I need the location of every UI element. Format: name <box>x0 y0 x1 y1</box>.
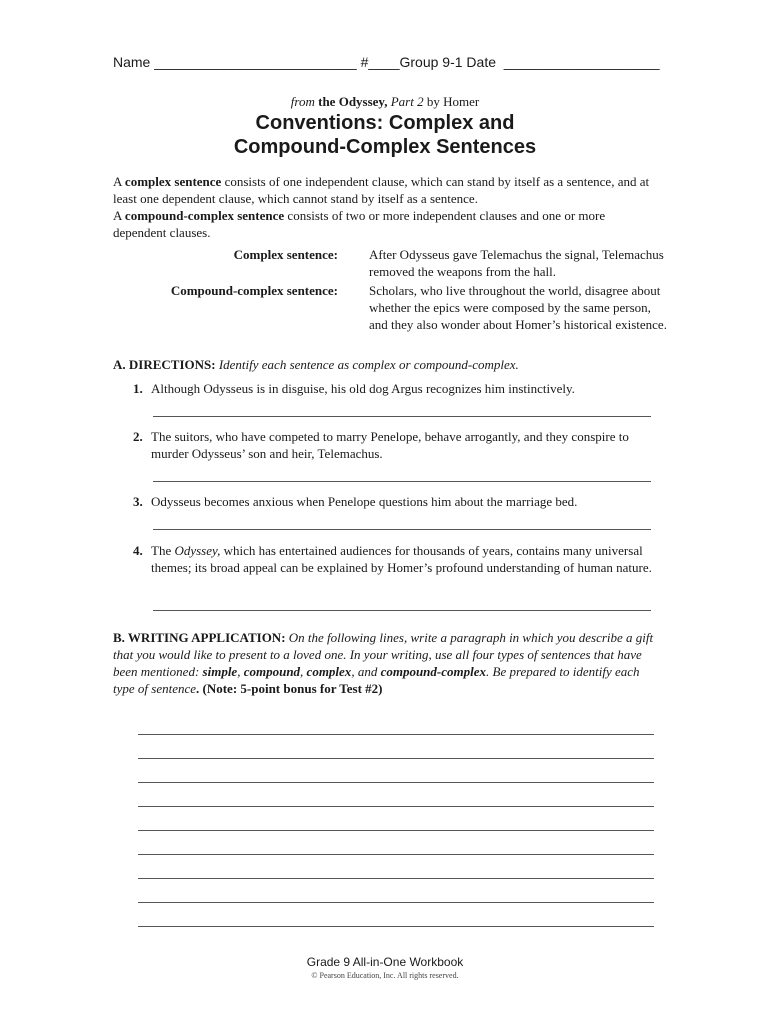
question-text-part: which has entertained audiences for thousands of years, contains many universal themes; its broad appeal can be explained by Homer’s profound understanding of human nature. <box>151 543 652 575</box>
footer-copyright: © Pearson Education, Inc. All rights reserved. <box>311 971 459 980</box>
section-a-directions <box>113 356 658 373</box>
subtitle-from: from <box>290 94 315 109</box>
compound-complex-definition-text: consists of two or more independent clauses and one or more dependent clauses. <box>113 208 606 240</box>
section-b-closing: . Be prepared to identify each type of sentence <box>113 664 640 696</box>
question-number: 1. <box>133 381 143 396</box>
section-b-instruction: On the following lines, write a paragraph in which you describe a gift that you would like to present to a loved one. In your writing, use all four types of sentences that have been mentioned: <box>113 630 654 679</box>
definition-prefix: A <box>113 174 125 189</box>
section-b-label: B. WRITING APPLICATION: <box>113 630 286 645</box>
question-number: 4. <box>133 543 143 558</box>
writing-line-7[interactable] <box>138 878 654 879</box>
example-compound-complex <box>0 282 770 350</box>
odyssey-title: Odyssey, <box>174 543 221 558</box>
writing-line-6[interactable] <box>138 854 654 855</box>
footer-book-title: Grade 9 All-in-One Workbook <box>306 955 464 969</box>
question-2 <box>133 428 663 464</box>
complex-definition <box>113 173 658 207</box>
question-text <box>151 542 661 576</box>
section-b-writing-application <box>113 629 658 697</box>
separator: , <box>237 664 244 679</box>
title-line-2: Compound-Complex Sentences <box>233 136 537 158</box>
example-label: Compound-complex sentence: <box>170 283 338 298</box>
name-group-date-line[interactable]: Name __________________________ #____Group 9-1 Date ____________________ <box>113 54 660 70</box>
type-complex: complex <box>306 664 352 679</box>
writing-line-1[interactable] <box>138 734 654 735</box>
example-text: Scholars, who live throughout the world, disagree about whether the epics were composed by the same person, and they also wonder about Homer’s historical existence. <box>369 283 667 332</box>
complex-definition-text: consists of one independent clause, which can stand by itself as a sentence, and at least one dependent clause, which cannot stand by itself as a sentence. <box>113 174 650 206</box>
question-text: Odysseus becomes anxious when Penelope questions him about the marriage bed. <box>151 494 578 509</box>
question-1 <box>133 380 663 398</box>
subtitle-part: Part 2 <box>390 94 424 109</box>
section-a-label: A. DIRECTIONS: <box>113 357 216 372</box>
writing-line-4[interactable] <box>138 806 654 807</box>
answer-line-4[interactable] <box>153 610 651 611</box>
example-text: After Odysseus gave Telemachus the signal, Telemachus removed the weapons from the hall. <box>369 247 664 279</box>
type-simple: simple <box>202 664 238 679</box>
question-number: 3. <box>133 494 143 509</box>
example-complex <box>0 246 770 282</box>
page-title <box>0 111 770 159</box>
selection-subtitle <box>0 94 770 110</box>
question-text: The suitors, who have competed to marry Penelope, behave arrogantly, and they conspire to murder Odysseus’ son and heir, Telemachus. <box>151 429 629 461</box>
separator: , <box>300 664 307 679</box>
type-compound-complex: compound-complex <box>380 664 486 679</box>
question-number: 2. <box>133 429 143 444</box>
intro-definitions <box>113 173 658 241</box>
answer-line-2[interactable] <box>153 481 651 482</box>
answer-line-3[interactable] <box>153 529 651 530</box>
example-label: Complex sentence: <box>233 247 338 262</box>
compound-complex-definition <box>113 207 658 241</box>
bonus-note: . (Note: 5-point bonus for Test #2) <box>196 681 383 696</box>
question-text-part: The <box>151 543 175 558</box>
question-text: Although Odysseus is in disguise, his old dog Argus recognizes him instinctively. <box>151 381 575 396</box>
title-line-1: Conventions: Complex and <box>255 112 515 134</box>
writing-line-2[interactable] <box>138 758 654 759</box>
question-3 <box>133 493 663 511</box>
type-compound: compound <box>243 664 301 679</box>
writing-line-9[interactable] <box>138 926 654 927</box>
subtitle-author: by Homer <box>426 94 480 109</box>
writing-line-8[interactable] <box>138 902 654 903</box>
compound-complex-term: compound-complex sentence <box>124 208 285 223</box>
definition-prefix: A <box>113 208 125 223</box>
writing-line-3[interactable] <box>138 782 654 783</box>
writing-line-5[interactable] <box>138 830 654 831</box>
complex-term: complex sentence <box>124 174 222 189</box>
section-a-instruction: Identify each sentence as complex or compound-complex. <box>218 357 519 372</box>
question-4 <box>133 542 663 594</box>
answer-line-1[interactable] <box>153 416 651 417</box>
separator: , and <box>351 664 378 679</box>
subtitle-work: the Odyssey, <box>318 94 388 109</box>
